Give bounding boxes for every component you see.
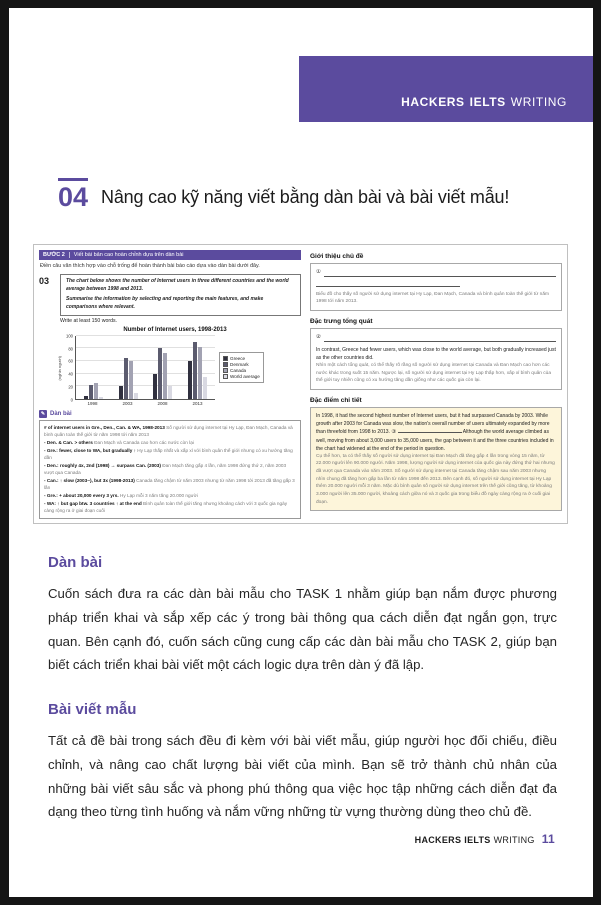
chart-bar-denmark xyxy=(158,348,162,398)
chart-bar-canada xyxy=(198,347,202,399)
chart-legend xyxy=(219,352,264,383)
chart-bar-world-average xyxy=(99,397,103,399)
chart-bar-denmark xyxy=(89,385,93,399)
section-text-bai-viet-mau: Tất cả đề bài trong sách đều đi kèm với bài viết mẫu, giúp người học đối chiếu, điều chỉnh, và nâng cao chất lượng bài viết của mình. Bạn sẽ trở thành chủ nhân của những bài viết sâu sắc và phong phú thông qua việc học tập những cách diễn đạt đa dạng theo từng tình huống và nắm vững những từ vựng thường dùng theo chủ đề. xyxy=(48,733,557,820)
write-note: Write at least 150 words. xyxy=(60,317,117,324)
task-prompt-line2: Summarise the information by selecting and reporting the main features, and make comparisons where relevant. xyxy=(66,296,264,311)
chart-bar-denmark xyxy=(193,342,197,399)
chart-x-axis xyxy=(75,401,215,406)
footer-brand-ielts: IELTS xyxy=(464,835,491,845)
chart-y-tick-label: 20 xyxy=(68,384,73,390)
chart-bar-canada xyxy=(163,353,167,398)
chart-bar-greece xyxy=(84,396,88,399)
chart-legend-entry xyxy=(223,374,260,379)
chart-legend-label: Denmark xyxy=(230,362,249,368)
blank-row xyxy=(316,281,556,287)
details-text-en xyxy=(316,412,556,453)
header-brand-band xyxy=(299,56,593,122)
page-footer xyxy=(415,832,555,846)
task-row xyxy=(39,274,301,316)
chart-bar-greece xyxy=(188,361,192,399)
outline-line-vi: Số người sử dụng internet tại Hy Lạp, Đan Mạch, Canada và bình quân toàn thế giới từ năm 1998 tới năm 2013 xyxy=(44,424,293,437)
chart-y-tick-label: 100 xyxy=(66,333,73,339)
footer-brand-hackers: HACKERS xyxy=(414,835,462,845)
brand-ielts: IELTS xyxy=(469,95,506,109)
chart-bar-canada xyxy=(129,361,133,399)
section-text-dan-bai: Cuốn sách đưa ra các dàn bài mẫu cho TASK 1 nhằm giúp bạn nắm được phương pháp triển khai và sắp xếp các ý trong bài thông qua cách diễn đạt ngắn gọn, trực quan. Bên cạnh đó, cuốn sách cũng cung cấp các dàn bài mẫu cho TASK 2, giúp bạn biết cách triển khai bài viết một cách logic dựa trên dàn ý đã lập. xyxy=(48,586,557,673)
chart-bar-group xyxy=(84,336,103,399)
chapter-number: 04 xyxy=(58,178,88,211)
chart-y-tick-label: 0 xyxy=(70,397,73,403)
chart-bar-world-average xyxy=(203,377,207,399)
step-label: BƯỚC 2 xyxy=(43,252,70,258)
chart-plot-area xyxy=(75,336,215,400)
task-prompt-box xyxy=(60,274,301,316)
chart-legend-swatch xyxy=(223,374,228,379)
chart-y-tick-label: 60 xyxy=(68,358,73,364)
chart-bar-world-average xyxy=(168,386,172,399)
outline-line-en: - Gre.: + about 20,000 every 3 yrs. xyxy=(44,493,119,499)
section-heading-details: Đặc điểm chi tiết xyxy=(310,396,362,404)
answer-blank xyxy=(324,271,556,277)
outline-line-en: - Gre.: fewer, close to WA, but gradually ↑ xyxy=(44,447,136,453)
details-en-after: Although the world average climbed as well, moving from about 3,000 users to 35,000 users, the gap between it and the three countries included in the chart had widened at the end of the period in question. xyxy=(316,428,554,452)
book-page xyxy=(9,8,593,897)
chapter-heading xyxy=(58,178,509,211)
outline-line xyxy=(44,462,296,476)
outline-line xyxy=(44,439,296,446)
chart-bar-greece xyxy=(119,386,123,399)
outline-line-vi: Canada tăng chậm từ năm 2003 nhưng từ năm 1998 tới 2013 đã tăng gấp 3 lần xyxy=(44,478,295,491)
section-heading-dan-bai: Dàn bài xyxy=(48,554,103,571)
brand-hackers: HACKERS xyxy=(401,95,465,109)
outline-line-vi: Bình quân toàn thế giới tăng nhưng khoảng cách với 3 quốc gia ngày càng rộng ra ở giai đoạn cuối xyxy=(44,501,288,514)
outline-line xyxy=(44,492,296,499)
chart-bar-group xyxy=(188,336,207,399)
chart-y-tick-label: 40 xyxy=(68,371,73,377)
section-heading-bai-viet-mau: Bài viết mẫu xyxy=(48,701,137,719)
outline-label: Dàn bài xyxy=(50,410,72,417)
overview-text-vi: Nhìn một cách tổng quát, có thể thấy rõ rằng số người sử dụng internet tại Canada và Đan Mạch cao hơn các nước khác trong suốt 15 năm. Ngược lại, số người sử dụng internet tại Hy Lạp thấp hơn, xấp xỉ bình quân của thế giới tuy nhiên cũng có xu hướng tăng dần giống như các quốc gia còn lại. xyxy=(316,362,552,384)
blank-row xyxy=(316,333,556,342)
chart-legend-entry xyxy=(223,362,260,367)
chart-legend-entry xyxy=(223,368,260,373)
chart-y-axis-label: (nghìn người) xyxy=(57,355,62,381)
outline-tag xyxy=(39,410,301,418)
details-text-vi: Cụ thể hơn, ta có thể thấy số người sử dụng internet tại Đan Mạch đã tăng gấp 4 lần trong vòng 15 năm, từ 22.000 người lên 90.000 người. Năm 1998, lượng người sử dụng internet của quốc gia này đứng thứ hai nhưng đã vượt qua Canada vào năm 2003. Số người sử dụng internet tại Canada tăng chậm sau năm 2003 nhưng nhìn chung đã tăng hơn gấp ba lần từ năm 1998 đến 2013. Bên cạnh đó, số người sử dụng internet tại Hy Lạp thêm 20.000 người mỗi 3 năm. Mặc dù bình quân số người sử dụng internet trên thế giới cũng tăng, từ khoảng 3.000 người lên 35.000 người, khoảng cách giữa nó và 3 quốc gia trong biểu đồ ngày càng rộng ra ở cuối giai đoạn. xyxy=(316,453,555,505)
chart-legend-swatch xyxy=(223,356,228,361)
chart-bar-world-average xyxy=(134,393,138,399)
step-bar xyxy=(39,250,301,260)
footer-brand-writing: WRITING xyxy=(493,835,535,845)
section-heading-overview: Đặc trưng tổng quát xyxy=(310,318,373,326)
chart-bar-denmark xyxy=(124,358,128,399)
figure-left-column xyxy=(39,250,301,518)
chart-x-tick-label: 1998 xyxy=(87,400,98,406)
circled-number-2: ② xyxy=(316,334,321,341)
step-title: Viết bài bản cao hoàn chỉnh dựa trên dàn bài xyxy=(73,252,184,258)
outline-line-vi: Hy Lạp thấp nhất và xấp xỉ với bình quân thế giới nhưng có xu hướng tăng dần xyxy=(44,447,293,461)
outline-line-vi: Đan Mạch tăng gấp 4 lần, năm 1998 đứng thứ 2, năm 2003 vượt qua Canada xyxy=(44,463,287,476)
outline-line xyxy=(44,500,296,514)
overview-text-en: In contrast, Greece had fewer users, which was close to the world average, but both gradually increased just as the other countries did. xyxy=(316,346,556,361)
outline-line xyxy=(44,447,296,461)
outline-line-en: - Den.: roughly 4x, 2nd (1998) → surpass Can. (2003) xyxy=(44,463,161,469)
outline-line-vi: Hy Lạp mỗi 3 năm tăng 20.000 người xyxy=(118,493,198,499)
chart-legend-swatch xyxy=(223,368,228,373)
outline-line-en: - Can.: ↑ slow (2003~), but 3x (1998-2013) xyxy=(44,478,135,484)
chart-legend-label: World average xyxy=(230,374,260,380)
figure-instruction: Điền câu văn thích hợp vào chỗ trống để hoàn thành bài báo cáo dựa vào dàn bài dưới đây. xyxy=(40,263,260,269)
circled-number-1: ① xyxy=(316,269,321,275)
pencil-icon: ✎ xyxy=(40,410,46,417)
chart-title: Number of Internet users, 1998-2013 xyxy=(123,326,227,333)
circled-number-3: ③ xyxy=(391,428,397,435)
task-prompt-line1: The chart below shows the number of Internet users in three different countries and the world average between 1998 and 2013. xyxy=(66,277,289,292)
outline-line xyxy=(44,477,296,491)
answer-blank xyxy=(324,336,556,342)
blank-row xyxy=(316,268,556,277)
answer-blank-inline xyxy=(398,428,462,433)
task-number: 03 xyxy=(39,275,50,286)
chart-bar-group xyxy=(119,336,138,399)
outline-line-vi: Đan Mạch và Canada cao hơn các nước còn lại xyxy=(92,439,194,445)
outline-box xyxy=(39,420,301,520)
answer-box-overview xyxy=(310,328,562,390)
chart-legend-swatch xyxy=(223,362,228,367)
chart-x-tick-label: 2003 xyxy=(122,400,133,406)
chart-x-tick-label: 2008 xyxy=(157,400,168,406)
section-heading-intro: Giới thiệu chủ đề xyxy=(310,253,364,260)
chart-legend-label: Canada xyxy=(230,368,247,374)
details-en-before: In 1998, it had the second highest number of Internet users, but it had surpassed Canada by 2003. While growth after 2003 for Canada was slow, the nation's overall number of users ultimately expanded by more than threefold from 1998 to 2013. xyxy=(316,412,550,435)
outline-line xyxy=(44,424,296,438)
chart-bar-greece xyxy=(153,374,157,399)
chart-x-tick-label: 2013 xyxy=(192,400,203,406)
answer-box-intro xyxy=(310,263,562,311)
chapter-title: Nâng cao kỹ năng viết bằng dàn bài và bài viết mẫu! xyxy=(101,187,510,207)
chart-y-tick-label: 80 xyxy=(68,346,73,352)
chart-legend-entry xyxy=(223,356,260,361)
sample-page-figure xyxy=(33,244,568,524)
outline-line-en: # of internet users in Gre., Den., Can. & WA, 1998-2013 xyxy=(44,424,165,430)
outline-line-en: - WA: ↑ but gap btw. 3 countries ↑ at the end xyxy=(44,501,142,507)
answer-box-details xyxy=(310,407,562,512)
page-number: 11 xyxy=(541,832,555,846)
chart-y-axis xyxy=(64,333,75,403)
internet-users-bar-chart xyxy=(57,327,293,406)
body-copy xyxy=(48,554,557,848)
chart-legend-label: Greece xyxy=(230,356,246,362)
intro-caption-vi: Biểu đồ cho thấy số người sử dụng internet tại Hy Lạp, Đan Mạch, Canada và bình quân toàn thế giới từ năm 1998 tới năm 2013. xyxy=(316,291,549,305)
answer-blank xyxy=(316,281,460,287)
chart-bar-group xyxy=(153,336,172,399)
figure-right-column xyxy=(310,250,562,518)
brand-writing: WRITING xyxy=(510,95,567,109)
outline-line-en: - Den. & Can. > others xyxy=(44,439,93,445)
chart-bar-canada xyxy=(94,383,98,399)
